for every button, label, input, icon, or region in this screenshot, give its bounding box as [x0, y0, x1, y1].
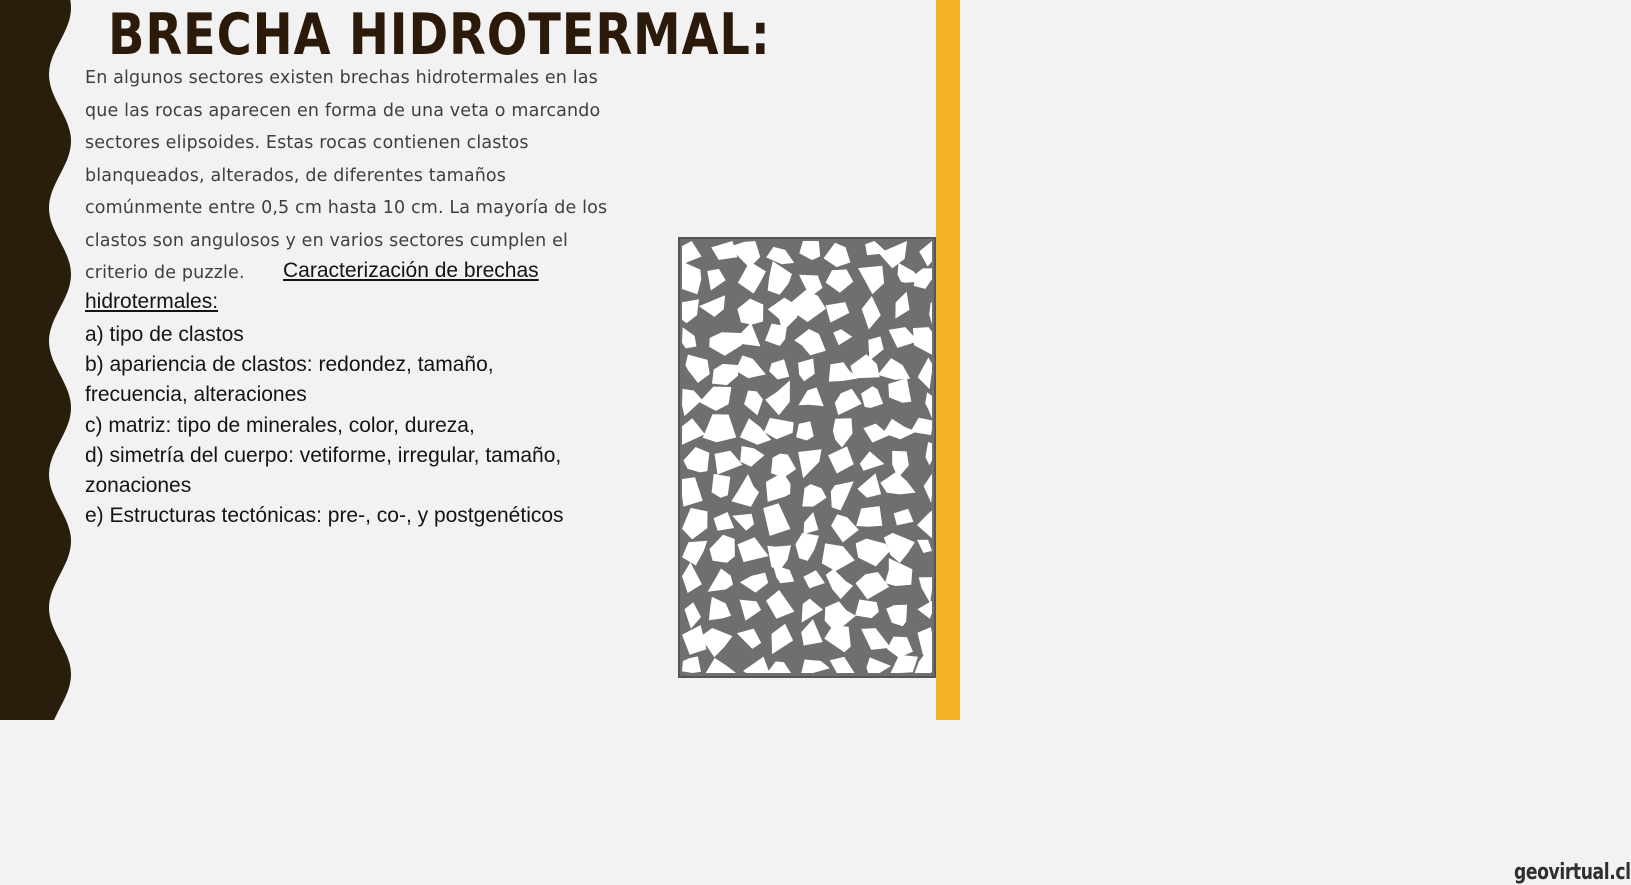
slide-title: BRECHA HIDROTERMAL: [108, 2, 771, 68]
image-watermark: geovirtual.cl [1514, 860, 1631, 885]
body-line: que las rocas aparecen en forma de una veta o marcando [85, 100, 601, 121]
criteria-item: zonaciones [85, 474, 192, 498]
body-line: blanqueados, alterados, de diferentes tamaños [85, 165, 507, 186]
body-line: En algunos sectores existen brechas hidrotermales en las [85, 68, 598, 88]
criteria-heading: Caracterización de brechas [283, 259, 539, 282]
body-line: sectores elipsoides. Estas rocas contienen clastos [85, 133, 529, 153]
body-line: clastos son angulosos y en varios sectores cumplen el [85, 230, 569, 251]
accent-stripe [936, 0, 960, 720]
criteria-item: d) simetría del cuerpo: vetiforme, irregular, tamaño, [85, 443, 562, 467]
breccia-clasts-drawing [678, 237, 936, 678]
criteria-list [85, 320, 564, 531]
body-paragraph [85, 62, 725, 290]
body-line: criterio de puzzle. [85, 263, 245, 283]
body-line: comúnmente entre 0,5 cm hasta 10 cm. La mayoría de los [85, 198, 608, 218]
criteria-item: a) tipo de clastos [85, 323, 244, 346]
criteria-item: frecuencia, alteraciones [85, 383, 307, 407]
breccia-illustration [678, 237, 1631, 885]
criteria-item: b) apariencia de clastos: redondez, tamaño, [85, 353, 494, 377]
criteria-heading-continued: hidrotermales: [85, 290, 219, 313]
criteria-item: e) Estructuras tectónicas: pre-, co-, y postgenéticos [85, 504, 564, 528]
wavy-border-shape [0, 0, 71, 720]
criteria-item: c) matriz: tipo de minerales, color, dureza, [85, 413, 475, 437]
